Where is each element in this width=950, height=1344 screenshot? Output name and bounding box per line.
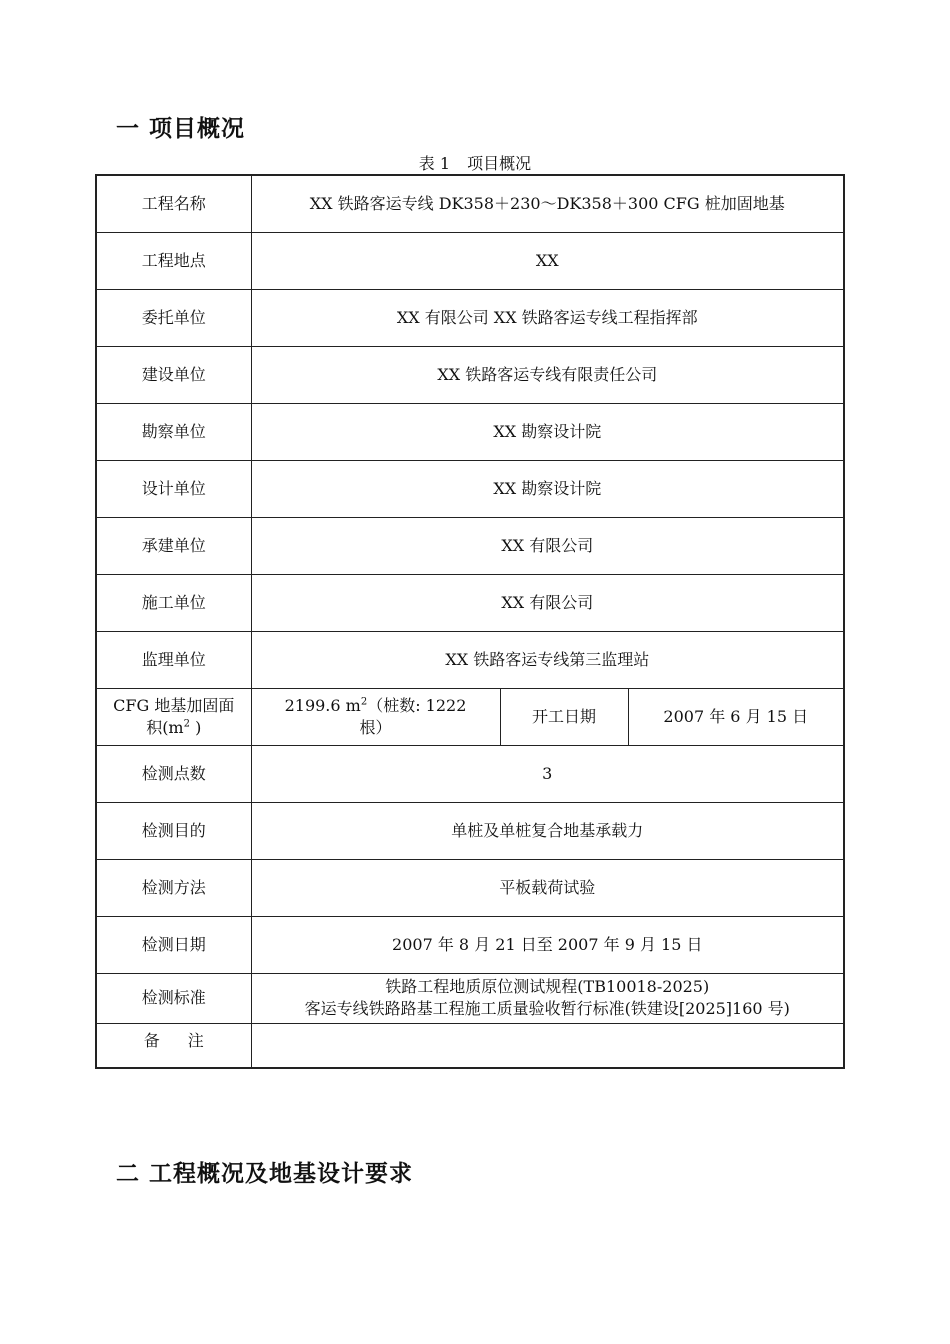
row-label: 检测方法 [96,859,251,916]
area-label [96,688,251,745]
row-label: 检测点数 [96,745,251,802]
row-value: 平板载荷试验 [251,859,844,916]
row-label: 建设单位 [96,346,251,403]
standard-line1: 铁路工程地质原位测试规程(TB10018-2025) [385,977,710,996]
row-value: 2007 年 8 月 21 日至 2007 年 9 月 15 日 [251,916,844,973]
start-date-label: 开工日期 [500,688,628,745]
area-label-close: ) [189,717,202,737]
start-date-value: 2007 年 6 月 15 日 [628,688,844,745]
row-value: XX 勘察设计院 [251,403,844,460]
table-row [96,859,844,916]
table-row [96,346,844,403]
table-row [96,517,844,574]
table-row [96,574,844,631]
table-row [96,403,844,460]
table-row [96,232,844,289]
table-row [96,289,844,346]
area-value [251,688,500,745]
row-value: 3 [251,745,844,802]
row-value: XX [251,232,844,289]
row-label: 承建单位 [96,517,251,574]
area-label-line1: CFG 地基加固面 [113,695,235,715]
row-value: XX 有限公司 XX 铁路客运专线工程指挥部 [251,289,844,346]
section-heading-1: 一 项目概况 [116,116,246,142]
table-row [96,631,844,688]
standard-label: 检测标准 [96,973,251,1023]
row-value: 单桩及单桩复合地基承载力 [251,802,844,859]
table-row-area [96,688,844,745]
row-value: XX 铁路客运专线第三监理站 [251,631,844,688]
row-value: XX 有限公司 [251,517,844,574]
note-label [96,1023,251,1068]
row-label: 检测目的 [96,802,251,859]
row-label: 工程名称 [96,175,251,232]
standard-value [251,973,844,1023]
row-label: 工程地点 [96,232,251,289]
row-value: XX 有限公司 [251,574,844,631]
row-value: XX 铁路客运专线有限责任公司 [251,346,844,403]
area-value-piles: （桩数: 1222 [367,695,467,715]
section-heading-2: 二 工程概况及地基设计要求 [116,1161,414,1187]
table-row [96,916,844,973]
table-caption-title: 项目概况 [467,154,532,173]
row-value: XX 铁路客运专线 DK358＋230～DK358＋300 CFG 桩加固地基 [251,175,844,232]
row-label: 设计单位 [96,460,251,517]
area-label-sup: 2 [183,718,190,730]
area-value-unit: 根） [359,717,392,737]
table-row [96,745,844,802]
table-row-note [96,1023,844,1068]
standard-line2: 客运专线铁路路基工程施工质量验收暂行标准(铁建设[2025]160 号) [304,999,790,1018]
note-label-b: 注 [187,1030,204,1050]
area-label-line2: 积(m [146,717,184,737]
note-value [251,1023,844,1068]
note-label-a: 备 [143,1030,160,1050]
row-value: XX 勘察设计院 [251,460,844,517]
row-label: 委托单位 [96,289,251,346]
table-row-standard [96,973,844,1023]
table-caption-number: 表 1 [418,154,451,173]
row-label: 勘察单位 [96,403,251,460]
row-label: 检测日期 [96,916,251,973]
table-row [96,802,844,859]
row-label: 施工单位 [96,574,251,631]
area-value-sup: 2 [360,696,368,708]
project-overview-table [95,174,845,1069]
row-label: 监理单位 [96,631,251,688]
table-row [96,460,844,517]
table-row [96,175,844,232]
table-caption [0,151,950,174]
area-value-amount: 2199.6 m [284,695,361,715]
